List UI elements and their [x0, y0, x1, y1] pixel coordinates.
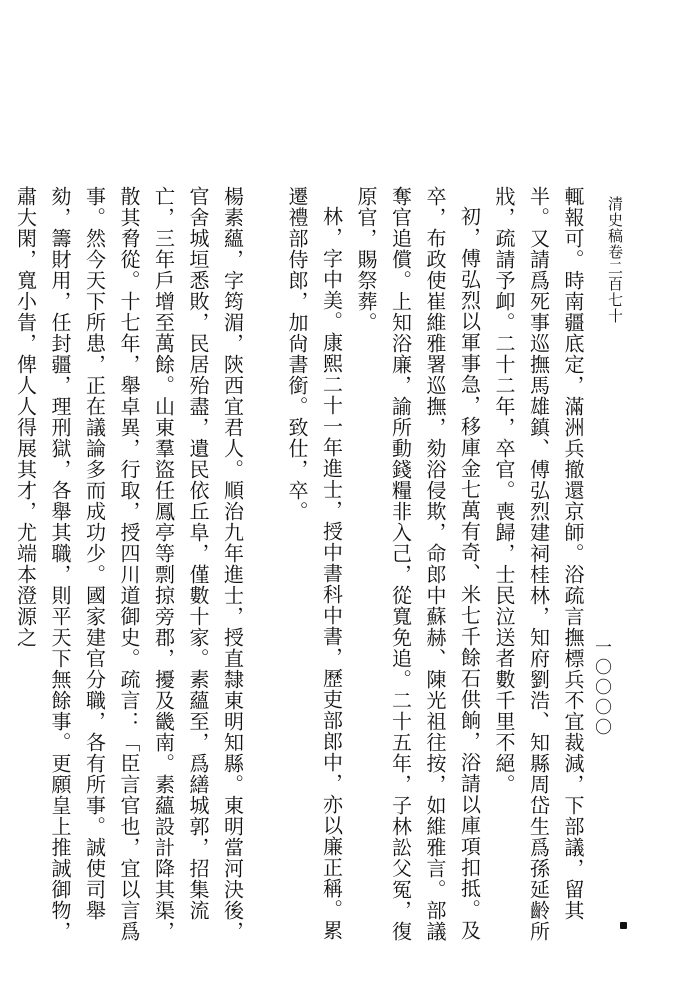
- paragraph-2: 初，傅弘烈以軍事急，移庫金七萬有奇、米七千餘石供餉，浴請以庫項扣抵。及卒，布政使崔維雅署巡撫，劾浴侵欺，命郎中蘇赫、陳光祖往按，如維雅言。部議奪官追償。上知浴廉，諭所動錢糧非入己，從寬免追。二十五年，子林訟父冤，復原官，賜祭葬。: [354, 186, 482, 942]
- paragraph-1: 輒報可。時南疆底定，滿洲兵撤還京師。浴疏言撫標兵不宜裁減，下部議，留其半。又請爲死事巡撫馬雄鎮、傅弘烈建祠桂林，知府劉浩、知縣周岱生爲孫延齡所戕，疏請予卹。二十二年，卒官。喪歸，士民泣送者數千里不絕。: [492, 186, 585, 942]
- section-gap: [250, 186, 280, 926]
- running-header: 清史稿卷二百七十: [606, 196, 624, 324]
- paragraph-3: 林，字中美。康熙二十一年進士，授中書科中書，歷吏部郎中，亦以廉正稱。累遷禮部侍郎，加尙書銜。致仕，卒。: [285, 186, 344, 941]
- margin-mark: [620, 922, 627, 929]
- page-number: 一〇〇〇〇: [591, 638, 611, 738]
- paragraph-4: 楊素蘊，字筠湄，陝西宜君人。順治九年進士，授直隸東明知縣。東明當河決後，官舍城垣悉敗，民居殆盡，遺民依丘阜，僅數十家。素蘊至，爲繕城郭，招集流亡，三年戶增至萬餘。山東羣盜任鳳亭等剽掠旁郡，擾及畿南。素蘊設計降其渠，散其脅從。十七年，舉卓異，行取，授四川道御史。疏言：「臣言官也，宜以言爲事。然今天下所患，正在議論多而成功少。國家建官分職，各有所事。誠使司舉劾，籌財用，任封疆，理刑獄，各舉其職，則平天下無餘事。更願皇上推誠御物，肅大閑，寬小眚，俾人人得展其才，尤端本澄源之: [13, 186, 245, 942]
- body-text: [13, 186, 590, 946]
